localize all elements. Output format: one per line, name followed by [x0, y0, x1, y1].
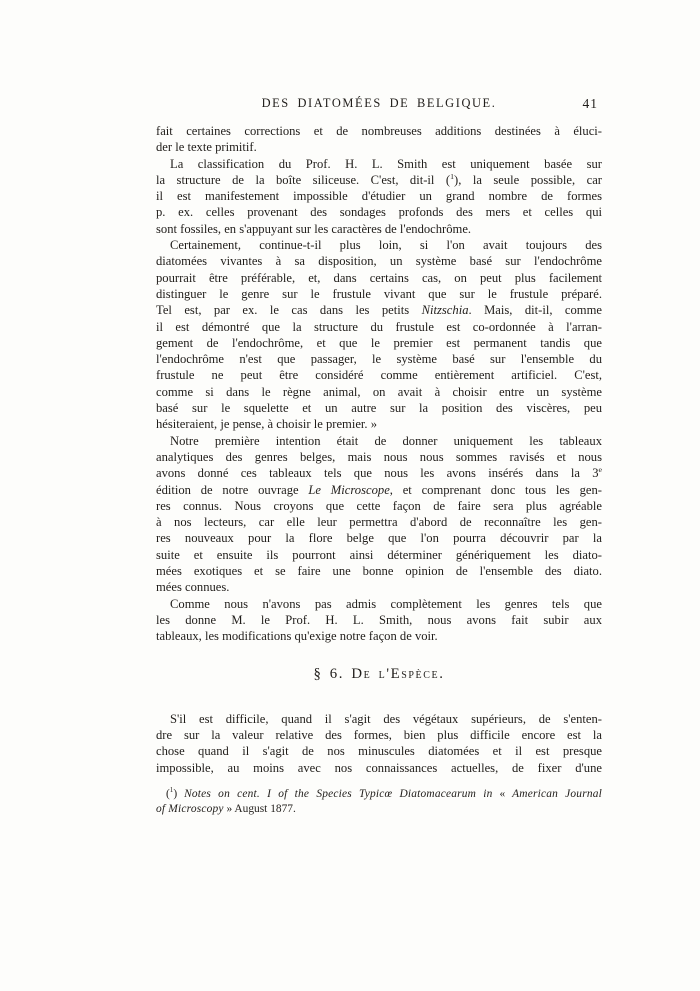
- text-line: analytiques des genres belges, mais nous nous sommes ravisés et nous: [156, 449, 602, 464]
- paragraph: [156, 237, 602, 433]
- paragraph: [156, 711, 602, 776]
- text-line: res connus. Nous croyons que cette façon de faire sera plus agréable: [156, 498, 602, 513]
- section-heading: § 6. De l'Espèce.: [313, 665, 445, 682]
- text-line: la structure de la boîte siliceuse. C'est, dit-il ($^1$), la seule possible, car: [156, 171, 602, 187]
- text-line: mées connues.: [156, 580, 230, 595]
- text-line: pourrait être préférable, et, dans certains cas, on peut plus facilement: [156, 270, 602, 285]
- text-line: of Microscopy » August 1877.: [156, 802, 296, 815]
- text-line: avons donné ces tableaux tels que nous les avons insérés dans la 3e: [156, 465, 602, 481]
- text-line: l'endochrôme n'est que passager, le système basé sur l'ensemble du: [156, 352, 602, 367]
- text-line: comme si dans le règne animal, on avait à choisir entre un système: [156, 384, 602, 399]
- running-header-title: DES DIATOMÉES DE BELGIQUE.: [261, 96, 497, 110]
- text-line: fait certaines corrections et de nombreuses additions destinées à éluci-: [156, 124, 602, 138]
- text-line: édition de notre ouvrage Le Microscope, et comprenant donc tous les gen-: [156, 482, 602, 497]
- page-number: 41: [582, 96, 598, 111]
- text-line: diatomées vivantes à sa disposition, un système basé sur l'endochrôme: [156, 254, 602, 269]
- text-line: ($^1$) Notes on cent. I of the Species Typicœ Diatomacearum in « American Journal: [166, 786, 602, 800]
- text-line: basé sur le squelette et un autre sur la position des viscères, peu: [156, 401, 602, 416]
- text-line: Notre première intention était de donner uniquement les tableaux: [170, 433, 602, 448]
- text-line: La classification du Prof. H. L. Smith est uniquement basée sur: [170, 156, 602, 171]
- text-line: gement de l'endochrôme, et que le premier est permanent tandis que: [156, 335, 602, 350]
- paragraph: [156, 123, 602, 156]
- text-line: il est manifestement impossible d'étudier un grand nombre de formes: [156, 189, 602, 204]
- text-line: hésiteraient, je pense, à choisir le premier. »: [156, 417, 378, 432]
- text-line: tableaux, les modifications qu'exige notre façon de voir.: [156, 629, 438, 644]
- text-line: à nos lecteurs, car elle leur permettra d'abord de reconnaître les gen-: [156, 515, 602, 530]
- text-line: frustule ne peut être considéré comme entièrement artificiel. C'est,: [156, 368, 602, 383]
- text-line: sont fossiles, en s'appuyant sur les caractères de l'endochrôme.: [156, 221, 472, 236]
- paragraph: [156, 156, 602, 237]
- paragraph: [156, 433, 602, 596]
- paragraph: [156, 596, 602, 645]
- text-line: Comme nous n'avons pas admis complètement les genres tels que: [170, 596, 602, 611]
- page-content: [156, 96, 602, 816]
- running-header: [156, 96, 602, 114]
- text-line: mées exotiques et se faire une bonne opinion de l'ensemble des diato.: [156, 564, 602, 579]
- text-line: res nouveaux pour la flore belge que l'on pourra découvrir par la: [156, 531, 602, 546]
- text-line: dre sur la valeur relative des formes, bien plus difficile encore est la: [156, 728, 602, 743]
- text-body: [156, 123, 602, 816]
- text-line: p. ex. celles provenant des sondages profonds des mers et celles qui: [156, 205, 602, 220]
- text-line: suite et ensuite ils pourront ainsi déterminer génériquement les diato-: [156, 547, 602, 562]
- text-line: S'il est difficile, quand il s'agit des végétaux supérieurs, de s'enten-: [170, 711, 602, 726]
- text-line: distinguer le genre sur le frustule vivant que sur le frustule préparé.: [156, 286, 602, 301]
- text-line: Certainement, continue-t-il plus loin, si l'on avait toujours des: [170, 238, 602, 253]
- text-line: chose quand il s'agit de nos minuscules diatomées et il est presque: [156, 744, 602, 759]
- text-line: der le texte primitif.: [156, 140, 257, 155]
- text-line: les donne M. le Prof. H. L. Smith, nous avons fait subir aux: [156, 612, 602, 627]
- text-line: Tel est, par ex. le cas dans les petits Nitzschia. Mais, dit-il, comme: [156, 303, 602, 318]
- footnote: [156, 787, 602, 816]
- text-line: impossible, au moins avec nos connaissances actuelles, de fixer d'une: [156, 760, 602, 775]
- text-line: il est démontré que la structure du frustule est co-ordonnée à l'arran-: [156, 319, 602, 334]
